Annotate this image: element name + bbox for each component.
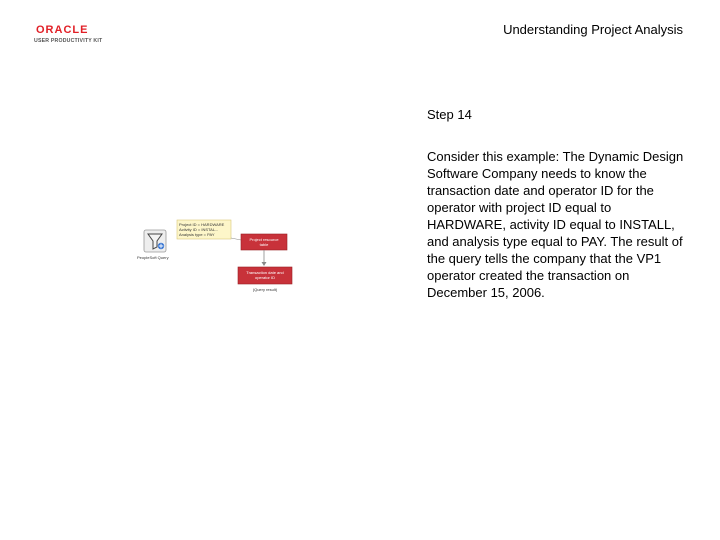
box1-line-2: table (259, 242, 269, 247)
query-funnel-icon (144, 230, 166, 252)
upk-tagline: USER PRODUCTIVITY KIT (34, 38, 103, 44)
step-description: Consider this example: The Dynamic Design Software Company needs to know the transaction date and operator ID for the operator with project ID equal to HARDWARE, activity ID equal to INSTALL, and analysis type equal to PAY. The result of the query tells the company that the VP1 operator created the transaction on December 15, 2006. (427, 149, 684, 300)
oracle-wordmark: ORACLE (36, 24, 89, 36)
step-label: Step 14 (427, 107, 472, 122)
page-title: Understanding Project Analysis (503, 22, 683, 37)
box2-caption: (Query result) (252, 287, 278, 292)
note-line-3: Analysis type = PAY (179, 232, 215, 237)
box2-line-1: Transaction date and (246, 270, 284, 275)
icon-caption: PeopleSoft Query (137, 255, 169, 260)
box2-line-2: operator ID (254, 275, 276, 280)
note-connector (231, 238, 241, 240)
box1-line-1: Project resource (249, 237, 279, 242)
note-line-1: Project ID = HARDWARE (179, 222, 225, 227)
query-diagram (134, 216, 304, 298)
flow-arrow (262, 250, 267, 266)
oracle-upk-logo (34, 24, 124, 48)
note-line-2: Activity ID = INSTAL... (179, 227, 219, 232)
